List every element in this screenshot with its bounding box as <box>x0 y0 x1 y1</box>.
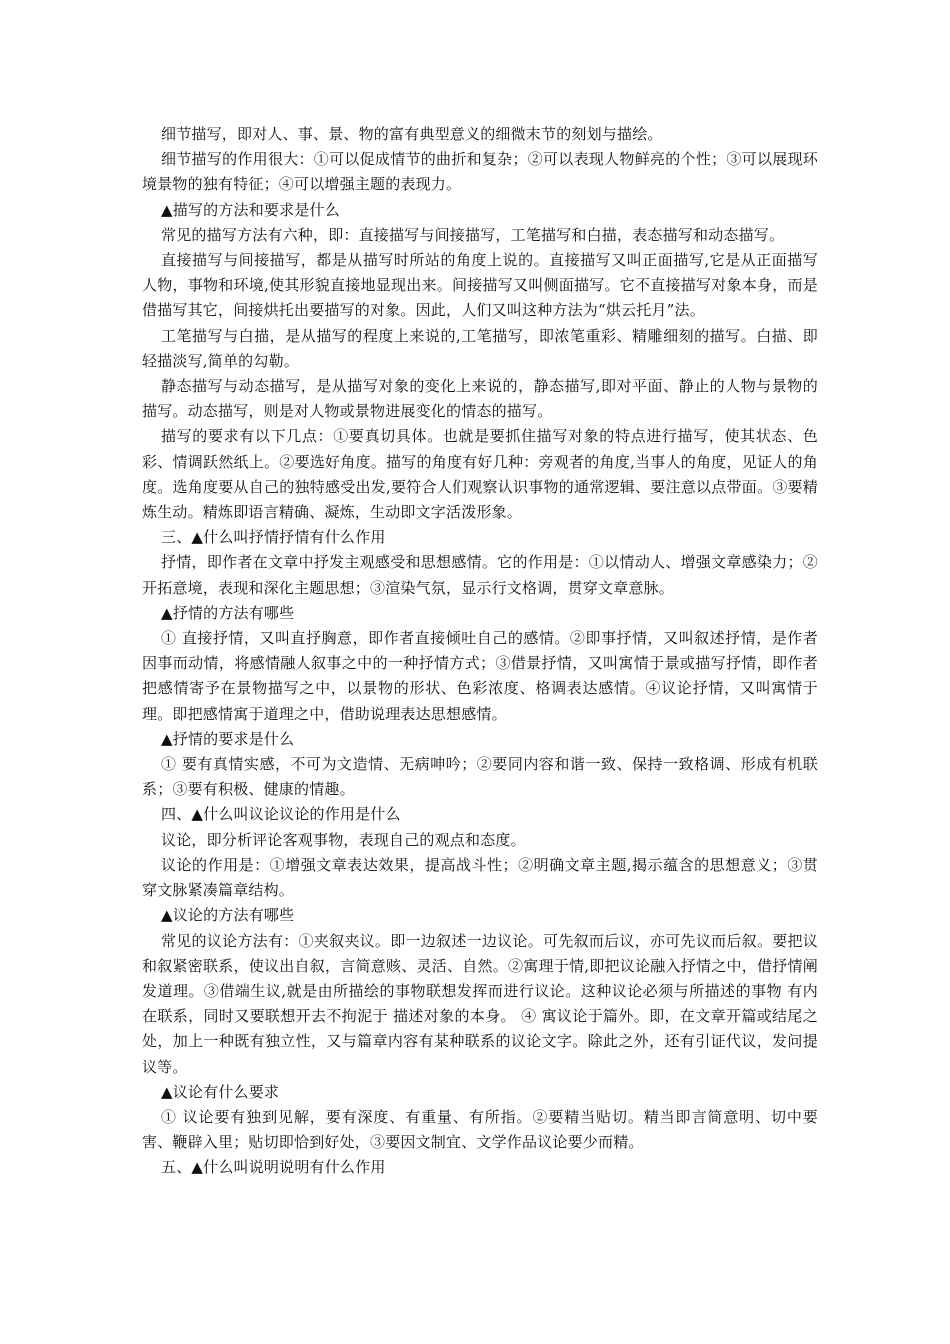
paragraph: 议论的作用是：①增强文章表达效果，提高战斗性；②明确文章主题,揭示蕴含的思想意义；③贯穿文脉紧凑篇章结构。 <box>142 855 818 900</box>
paragraph: 静态描写与动态描写，是从描写对象的变化上来说的，静态描写,即对平面、静止的人物与景物的描写。动态描写，则是对人物或景物进展变化的情态的描写。 <box>142 377 818 421</box>
paragraph: 细节描写的作用很大：①可以促成情节的曲折和复杂；②可以表现人物鲜亮的个性；③可以展现环境景物的独有特征；④可以增强主题的表现力。 <box>142 150 818 194</box>
document-body <box>142 122 818 1181</box>
section-heading: ▲抒情的方法有哪些 <box>161 603 295 622</box>
paragraph: 细节描写，即对人、事、景、物的富有典型意义的细微末节的刻划与描绘。 <box>161 125 663 143</box>
paragraph: 抒情，即作者在文章中抒发主观感受和思想感情。它的作用是：①以情动人、增强文章感染力；②开拓意境，表现和深化主题思想；③渲染气氛，显示行文格调，贯穿文章意脉。 <box>142 553 818 597</box>
paragraph: ① 议论要有独到见解，要有深度、有重量、有所指。②要精当贴切。精当即言简意明、切中要害、鞭辟入里；贴切即恰到好处，③要因文制宜、文学作品议论要少而精。 <box>142 1107 818 1152</box>
section-heading: 四、▲什么叫议论议论的作用是什么 <box>161 805 401 824</box>
paragraph: 常见的议论方法有：①夹叙夹议。即一边叙述一边议论。可先叙而后议，亦可先议而后叙。要把议和叙紧密联系，使议出自叙，言简意赅、灵活、自然。②寓理于情,即把议论融入抒情之中，借抒情阐发道理。③借端生议,就是由所描绘的事物联想发挥而进行议论。这种议论必须与所描述的事物 有内在联系，同时又要联想开去不拘泥于 描述对象的本身。 ④ 寓议论于篇外。即，在文章开篇或结尾之处，加上一种既有独立性，又与篇章内容有某种联系的议论文字。除此之外，还有引证代议，发问提议等。 <box>142 931 818 1076</box>
section-heading: ▲抒情的要求是什么 <box>161 729 295 748</box>
paragraph: 常见的描写方法有六种，即：直接描写与间接描写，工笔描写和白描，表态描写和动态描写。 <box>161 225 785 244</box>
paragraph: 直接描写与间接描写，都是从描写时所站的角度上说的。直接描写又叫正面描写,它是从正面描写人物，事物和环境,使其形貌直接地显现出来。间接描写又叫侧面描写。它不直接描写对象本身，而是借描写其它，间接烘托出要描写的对象。因此，人们又叫这种方法为“烘云托月”法。 <box>142 251 818 320</box>
section-heading: ▲议论有什么要求 <box>161 1082 280 1101</box>
section-heading: 五、▲什么叫说明说明有什么作用 <box>161 1158 386 1177</box>
paragraph: ① 要有真情实感，不可为文造情、无病呻吟；②要同内容和谐一致、保持一致格调、形成有机联系；③要有积极、健康的情趣。 <box>142 755 818 799</box>
section-heading: ▲描写的方法和要求是什么 <box>161 200 340 219</box>
paragraph: 议论，即分析评论客观事物，表现自己的观点和态度。 <box>161 830 526 849</box>
paragraph: ① 直接抒情，又叫直抒胸意，即作者直接倾吐自己的感情。②即事抒情，又叫叙述抒情，是作者因事而动情，将感情融人叙事之中的一种抒情方式；③借景抒情，又叫寓情于景或描写抒情，即作者把感情寄予在景物描写之中，以景物的形状、色彩浓度、格调表达感情。④议论抒情，又叫寓情于理。即把感情寓于道理之中，借助说理表达思想感情。 <box>142 629 818 723</box>
section-heading: 三、▲什么叫抒情抒情有什么作用 <box>161 528 386 547</box>
section-heading: ▲议论的方法有哪些 <box>161 906 295 925</box>
paragraph: 描写的要求有以下几点：①要真切具体。也就是要抓住描写对象的特点进行描写，使其状态、色彩、情调跃然纸上。②要选好角度。描写的角度有好几种：旁观者的角度,当事人的角度，见证人的角度。选角度要从自己的独特感受出发,要符合人们观察认识事物的通常逻辑、要注意以点带面。③要精炼生动。精炼即语言精确、凝炼，生动即文字活泼形象。 <box>142 427 818 522</box>
paragraph: 工笔描写与白描，是从描写的程度上来说的,工笔描写，即浓笔重彩、精雕细刻的描写。白描、即轻描淡写,简单的勾勒。 <box>142 326 818 370</box>
